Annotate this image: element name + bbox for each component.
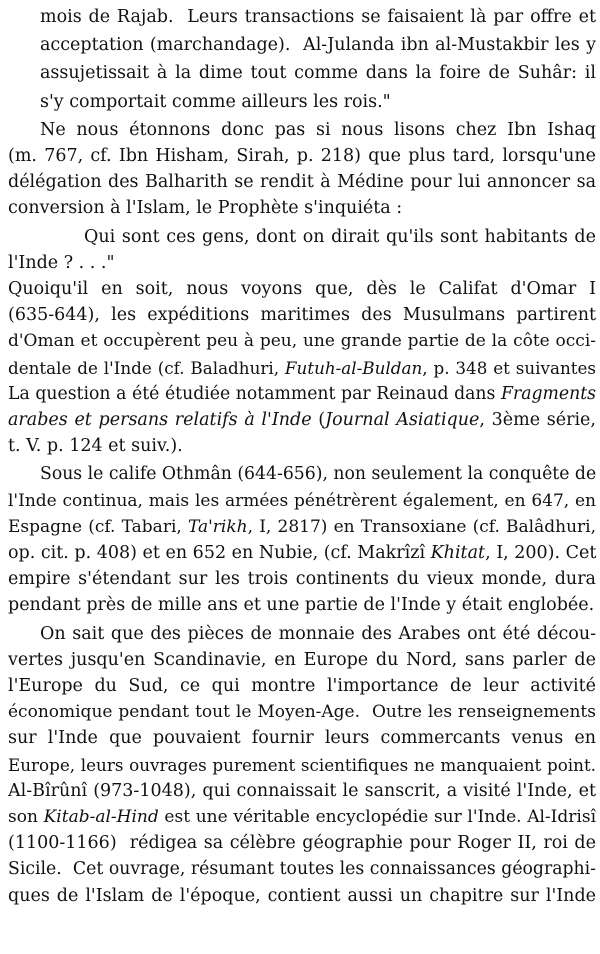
text-line: arabes et persans relatifs à l'Inde (Journal Asiatique, 3ème série, (8, 410, 596, 430)
text-line: d'Oman et occupèrent peu à peu, une grande partie de la côte occi- (8, 331, 596, 352)
text-line: On sait que des pièces de monnaie des Arabes ont été décou- (40, 623, 596, 644)
italic-title: Journal Asiatique (325, 410, 480, 430)
text-line: vertes jusqu'en Scandinavie, en Europe du Nord, sans parler de (8, 649, 596, 670)
text-line: Al-Bîrûnî (973-1048), qui connaissait le sanscrit, a visité l'Inde, et (8, 780, 596, 801)
text-line: pendant près de mille ans et une partie de l'Inde y était englobée. (8, 595, 595, 616)
text-line: assujetissait à la dime tout comme dans la foire de Suhâr: il (40, 63, 596, 84)
text-line: mois de Rajab. Leurs transactions se faisaient là par offre et (40, 7, 596, 27)
text-line: l'Europe du Sud, ce qui montre l'importance de leur activité (8, 676, 596, 696)
text-line: Quoiqu'il en soit, nous voyons que, dès le Califat d'Omar I (8, 279, 596, 299)
text-line: dentale de l'Inde (cf. Baladhuri, Futuh-al-Buldan, p. 348 et suivantes (8, 357, 596, 378)
text-line: l'Inde continua, mais les armées pénétrèrent également, en 647, en (8, 490, 596, 511)
text-line: op. cit. p. 408) et en 652 en Nubie, (cf. Makrîzî Khitat, I, 200). Cet (8, 543, 597, 563)
italic-title: arabes et persans relatifs à l'Inde (8, 410, 312, 430)
italic-title: Khitat (430, 543, 486, 563)
text-line: Sicile. Cet ouvrage, résumant toutes les connaissances géographi- (8, 859, 596, 880)
text-line: empire s'étendant sur les trois continents du vieux monde, dura (8, 569, 596, 590)
text-line: son Kitab-al-Hind est une véritable encyclopédie sur l'Inde. Al-Idrisî (8, 807, 597, 827)
italic-title: Ta'rikh (187, 516, 248, 537)
text-line: s'y comportait comme ailleurs les rois." (40, 91, 391, 112)
text-line: La question a été étudiée notamment par Reinaud dans Fragments (8, 383, 596, 404)
text-line: ques de l'Islam de l'époque, contient aussi un chapitre sur l'Inde (8, 885, 596, 906)
text-line: Ne nous étonnons donc pas si nous lisons chez Ibn Ishaq (40, 119, 596, 140)
text-line: (m. 767, cf. Ibn Hisham, Sirah, p. 218) que plus tard, lorsqu'une (8, 146, 596, 166)
text-line: conversion à l'Islam, le Prophète s'inquiéta : (8, 198, 403, 219)
italic-title: Futuh-al-Buldan (284, 357, 423, 378)
text-line: économique pendant tout le Moyen-Age. Outre les renseignements (8, 702, 596, 723)
italic-title: Fragments (500, 383, 596, 404)
text-line: (1100-1166) rédigea sa célèbre géographie pour Roger II, roi de (8, 833, 596, 854)
quote-line: l'Inde ? . . ." (8, 252, 115, 273)
text-line: acceptation (marchandage). Al-Julanda ibn al-Mustakbir les y (40, 35, 596, 56)
text-line: Sous le calife Othmân (644-656), non seulement la conquête de (40, 464, 597, 485)
italic-title: Kitab-al-Hind (43, 807, 159, 827)
text-line: Espagne (cf. Tabari, Ta'rikh, I, 2817) en Transoxiane (cf. Balâdhuri, (8, 516, 597, 537)
text-line: t. V. p. 124 et suiv.). (8, 436, 183, 457)
text-line: (635-644), les expéditions maritimes des Musulmans partirent (8, 305, 596, 326)
text-line: sur l'Inde que pouvaient fournir leurs commercants venus en (8, 728, 596, 749)
text-line: Europe, leurs ouvrages purement scientifiques ne manquaient point. (8, 754, 596, 775)
text-line: délégation des Balharith se rendit à Médine pour lui annoncer sa (8, 172, 596, 193)
quote-line: Qui sont ces gens, dont on dirait qu'ils sont habitants de (84, 226, 596, 247)
